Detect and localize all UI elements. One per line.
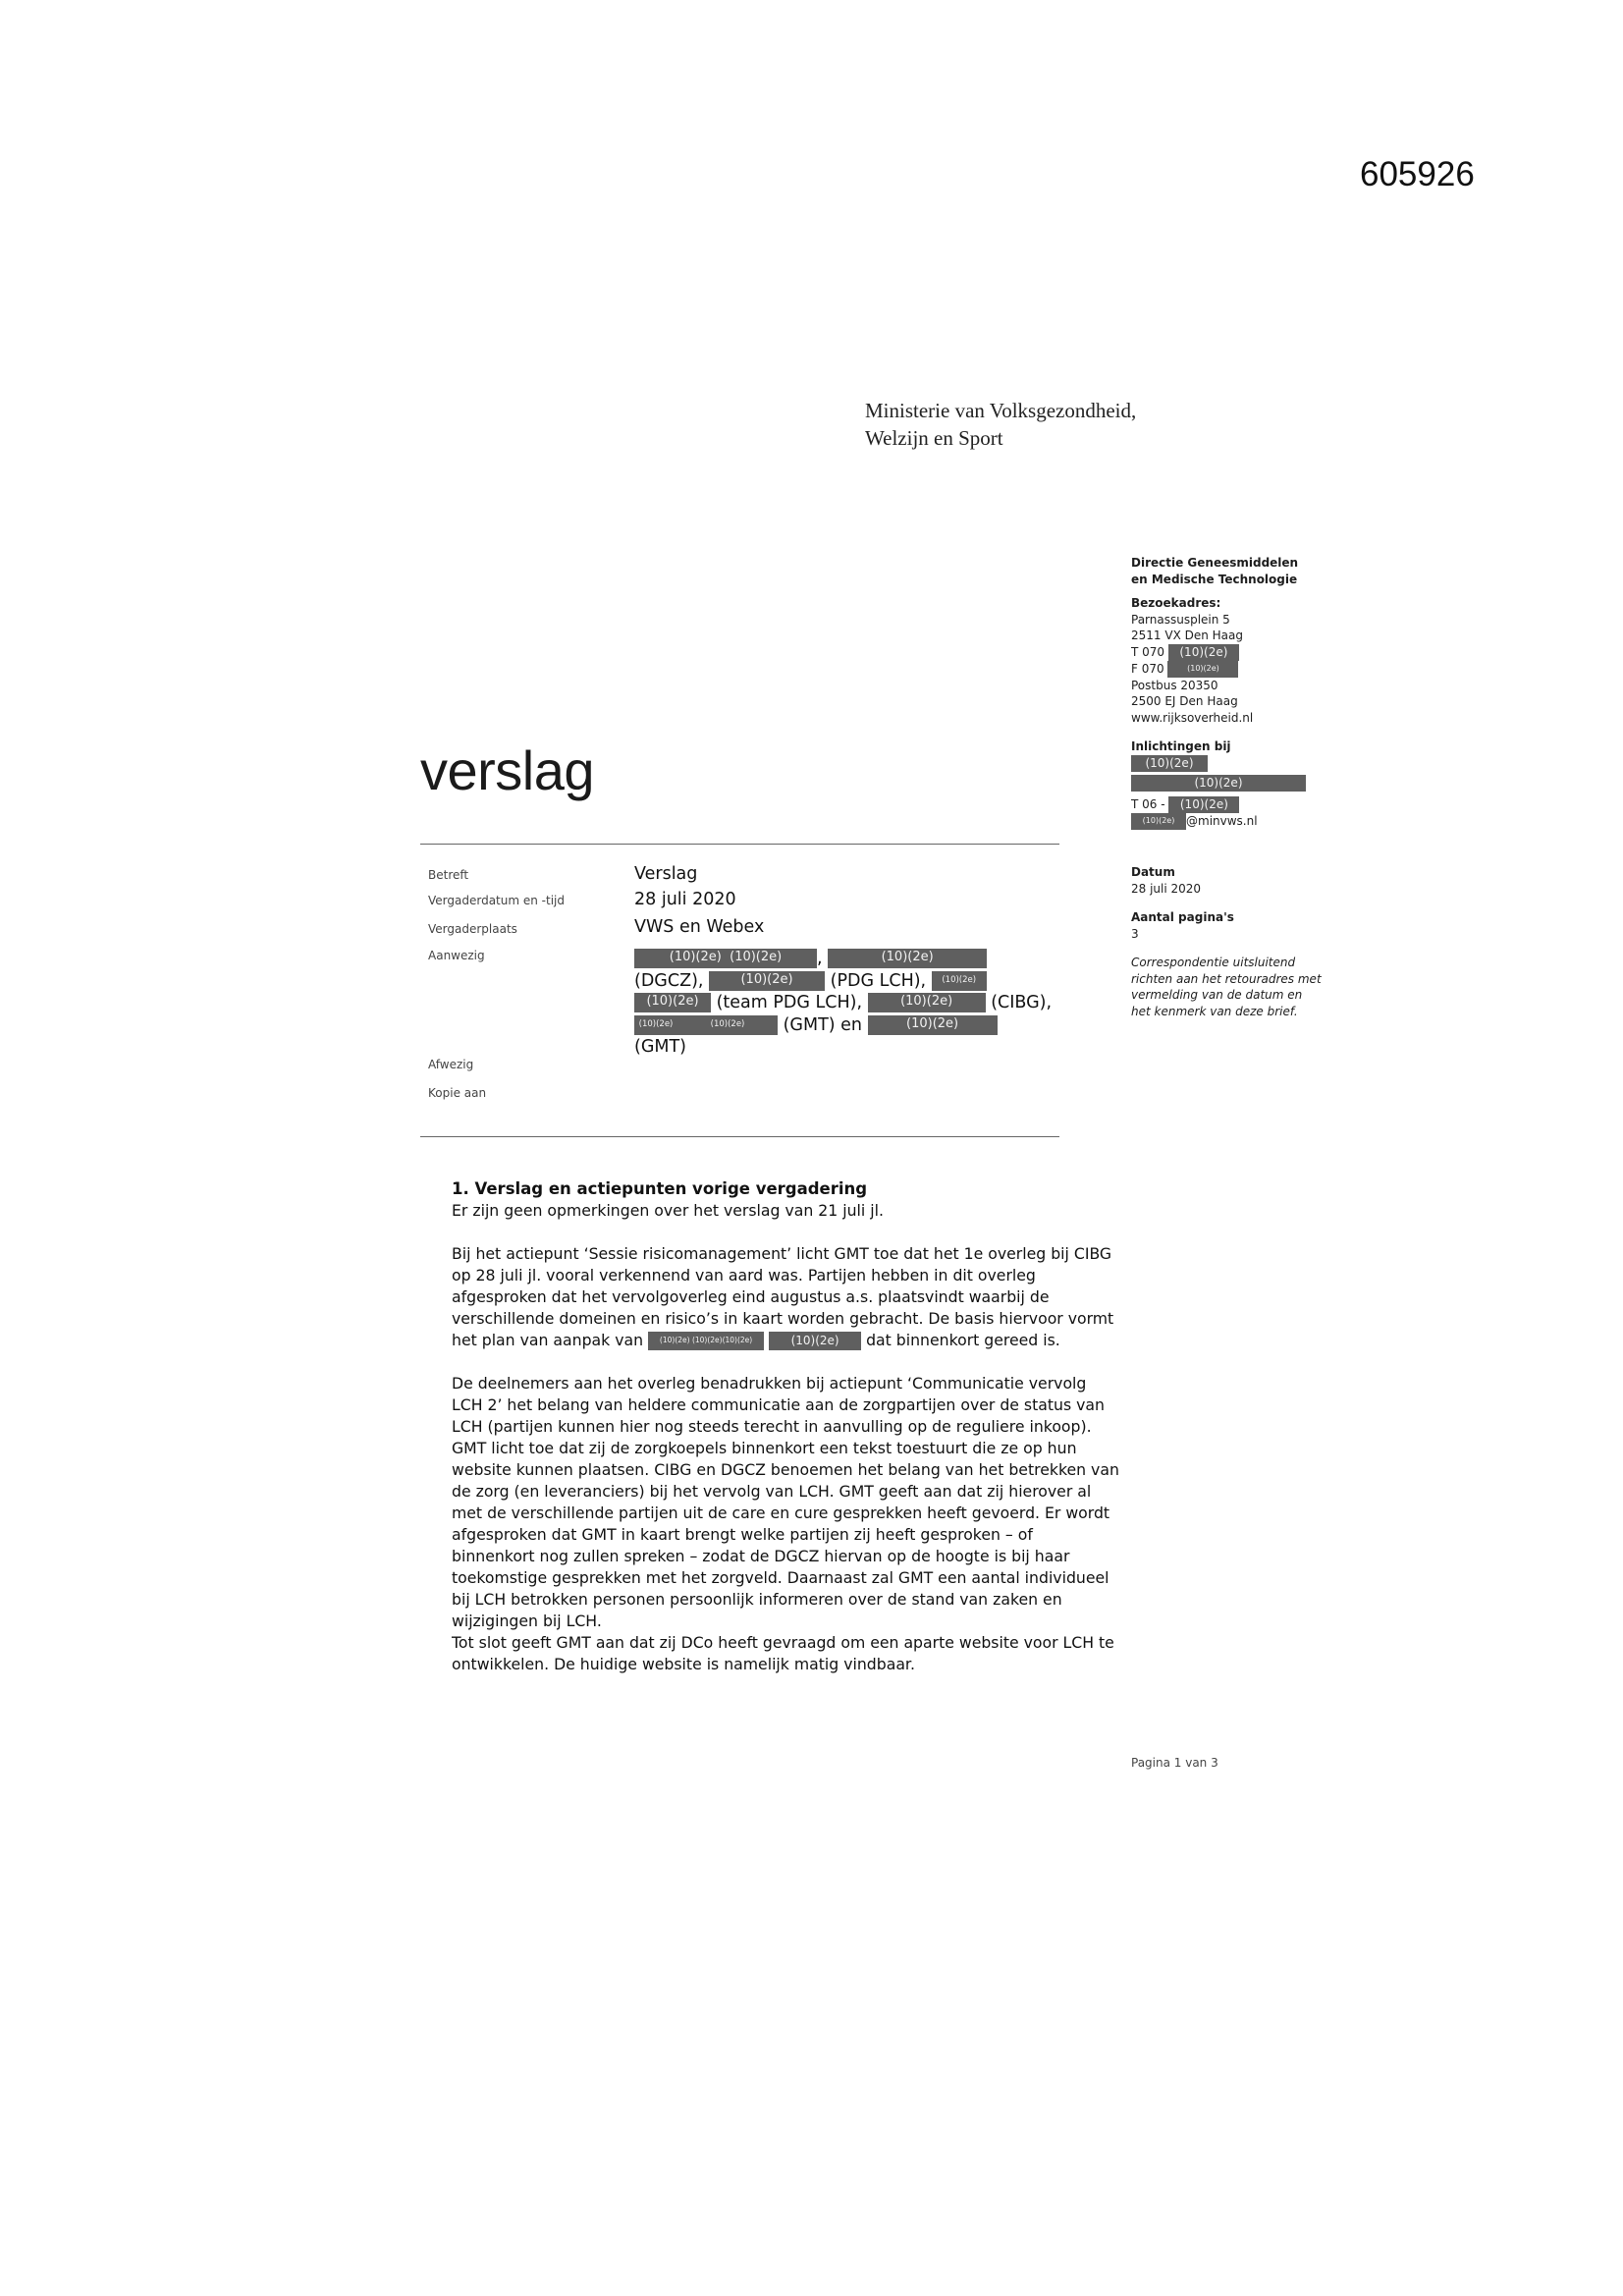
value-betreft: Verslag <box>634 864 698 884</box>
sidebar-address <box>1131 595 1327 727</box>
redaction: (10)(2e) <box>828 949 987 968</box>
redaction: (10)(2e) <box>634 993 711 1012</box>
label-kopie: Kopie aan <box>428 1086 487 1100</box>
redaction: (10)(2e) <box>1131 775 1306 792</box>
section-heading: 1. Verslag en actiepunten vorige vergadering <box>452 1179 868 1198</box>
attendee-org: (CIBG), <box>991 993 1053 1012</box>
attendee-separator: , <box>817 949 823 968</box>
fax-line: F 070 (10)(2e) <box>1131 661 1327 678</box>
paragraph: Bij het actiepunt ‘Sessie risicomanagement’ licht GMT toe dat het 1e overleg bij CIBG op 28 juli jl. vooral verkennend van aard was. Partijen hebben in dit overleg afgesproken dat het vervolgoverleg eind augustus a.s. plaatsvindt waarbij de verschillende domeinen en risico’s in kaart worden gebracht. De basis hiervoor vormt het plan van aanpak van (10)(2e) (10)(2e)(10)(2e) (10)(2e) dat binnenkort gereed is. <box>452 1244 1114 1349</box>
ministry-line-2: Welzijn en Sport <box>865 426 1003 450</box>
redaction: (10)(2e) <box>1167 661 1238 678</box>
value-datum: 28 juli 2020 <box>634 890 736 909</box>
attendee-org: (GMT) en <box>783 1014 863 1035</box>
value-plaats: VWS en Webex <box>634 917 765 937</box>
website-link[interactable]: www.rijksoverheid.nl <box>1131 710 1254 725</box>
document-title: verslag <box>420 739 595 801</box>
redaction: (10)(2e) <box>868 993 986 1012</box>
label-plaats: Vergaderplaats <box>428 922 517 936</box>
contact-label: Inlichtingen bij <box>1131 739 1231 753</box>
date-label: Datum <box>1131 865 1175 879</box>
pages-label: Aantal pagina's <box>1131 910 1234 924</box>
attendees-list <box>634 948 1066 1059</box>
paragraph: Tot slot geeft GMT aan dat zij DCo heeft gevraagd om een aparte website voor LCH te ontwikkelen. De huidige website is namelijk matig vindbaar. <box>452 1633 1114 1673</box>
document-number: 605926 <box>1360 155 1475 193</box>
attendee-org: (DGCZ), <box>634 970 704 991</box>
department-line-1: Directie Geneesmiddelen <box>1131 556 1299 570</box>
address-line-1: Parnassusplein 5 <box>1131 612 1230 627</box>
page-footer: Pagina 1 van 3 <box>1131 1756 1218 1770</box>
label-aanwezig: Aanwezig <box>428 949 485 962</box>
postbus-line: Postbus 20350 <box>1131 678 1218 692</box>
document-body <box>452 1178 1119 1697</box>
department-line-2: en Medische Technologie <box>1131 572 1298 586</box>
sidebar-date <box>1131 864 1327 897</box>
label-afwezig: Afwezig <box>428 1058 474 1071</box>
email-line: (10)(2e) @minvws.nl <box>1131 813 1327 830</box>
redaction: (10)(2e) <box>868 1015 998 1035</box>
attendee-org: (PDG LCH), <box>830 970 927 991</box>
ministry-logo-text <box>865 397 1136 452</box>
redaction: (10)(2e) <box>677 1015 778 1035</box>
redaction: (10)(2e) (10)(2e)(10)(2e) <box>648 1332 764 1350</box>
mobile-line: T 06 - (10)(2e) <box>1131 796 1327 813</box>
paragraph: De deelnemers aan het overleg benadrukken bij actiepunt ‘Communicatie vervolg LCH 2’ het belang van heldere communicatie aan de zorgpartijen over de status van LCH (partijen kunnen hier nog steeds terecht in aanvulling op de reguliere inkoop). GMT licht toe dat zij de zorgkoepels binnenkort een tekst toestuurt die ze op hun website kunnen plaatsen. CIBG en DGCZ benoemen het belang van het betrekken van de zorg (en leveranciers) bij het vervolg van LCH. GMT geeft aan dat zij hierover al met de verschillende partijen uit de care en cure gesprekken heeft gevoerd. Er wordt afgesproken dat GMT in kaart brengt welke partijen zij heeft gesproken – of binnenkort nog zullen spreken – zodat de DGCZ hiervan op de hoogte is bij haar toekomstige gesprekken met het zorgveld. Daarnaast zal GMT een aantal individueel bij LCH betrokken personen persoonlijk informeren over de stand van zaken en wijzigingen bij LCH. <box>452 1374 1119 1630</box>
pages-value: 3 <box>1131 926 1139 941</box>
postcode-line: 2500 EJ Den Haag <box>1131 694 1238 709</box>
phone-line: T 070 (10)(2e) <box>1131 644 1327 661</box>
date-value: 28 juli 2020 <box>1131 881 1202 896</box>
redaction: (10)(2e) <box>709 971 825 991</box>
sidebar-note <box>1131 955 1324 1019</box>
sidebar-department <box>1131 555 1327 587</box>
label-betreft: Betreft <box>428 868 469 882</box>
redaction: (10)(2e) <box>769 1332 861 1350</box>
sidebar-pages <box>1131 909 1327 942</box>
header-rule-bottom <box>420 1136 1059 1137</box>
redaction: (10)(2e) <box>634 1015 677 1035</box>
correspondence-note: Correspondentie uitsluitend richten aan het retouradres met vermelding van de datum en het kenmerk van deze brief. <box>1131 956 1322 1018</box>
redaction: (10)(2e) <box>1131 813 1186 830</box>
redaction: (10)(2e) <box>1168 644 1239 661</box>
address-line-2: 2511 VX Den Haag <box>1131 629 1243 643</box>
redaction: (10)(2e) <box>1131 755 1208 772</box>
sidebar-contact <box>1131 738 1327 830</box>
header-rule-top <box>420 844 1059 845</box>
attendee-org: (GMT) <box>634 1037 687 1057</box>
attendee-org: (team PDG LCH), <box>716 993 863 1012</box>
label-datum: Vergaderdatum en -tijd <box>428 894 565 907</box>
ministry-line-1: Ministerie van Volksgezondheid, <box>865 399 1137 422</box>
paragraph: Er zijn geen opmerkingen over het verslag van 21 juli jl. <box>452 1201 884 1220</box>
redaction: (10)(2e) (10)(2e) <box>634 949 817 968</box>
redaction: (10)(2e) <box>932 971 987 991</box>
redaction: (10)(2e) <box>1168 796 1239 813</box>
visit-address-label: Bezoekadres: <box>1131 596 1221 610</box>
